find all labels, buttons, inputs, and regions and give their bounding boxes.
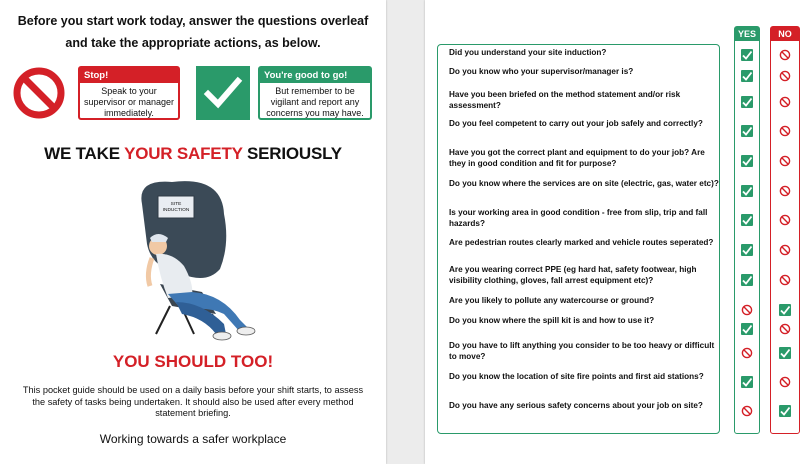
no-header: NO bbox=[771, 27, 799, 41]
checkbox-check-icon bbox=[741, 70, 753, 82]
question-text: Do you feel competent to carry out your job safely and correctly? bbox=[449, 119, 703, 128]
question-text: Are you wearing correct PPE (eg hard hat, safety footwear, high visibility clothing, gloves, fall arrest equipment etc)? bbox=[449, 265, 697, 285]
checkbox-check-icon bbox=[741, 185, 753, 197]
question-text: Do you know the location of site fire points and first aid stations? bbox=[449, 372, 704, 381]
prohibition-icon bbox=[779, 244, 791, 256]
prohibition-icon bbox=[779, 155, 791, 167]
checkbox-check-icon bbox=[741, 323, 753, 335]
sign-text-line2: INDUCTION bbox=[162, 208, 190, 213]
checkbox-check-icon bbox=[741, 125, 753, 137]
prohibition-icon bbox=[779, 70, 791, 82]
question-text: Are pedestrian routes clearly marked and vehicle routes seperated? bbox=[449, 238, 714, 247]
question-text: Do you have to lift anything you consider to be too heavy or difficult to move? bbox=[449, 341, 715, 361]
headline bbox=[0, 144, 386, 164]
guide-text: This pocket guide should be used on a daily basis before your shift starts, to assess the safety of tasks being undertaken. It should also be used after every method statement briefing. bbox=[22, 385, 364, 418]
good-body: But remember to be vigilant and report any concerns you may have. bbox=[266, 86, 364, 118]
intro-text: Before you start work today, answer the questions overleaf and take the appropriate actions, as below. bbox=[17, 14, 369, 50]
no-column bbox=[770, 26, 800, 434]
question-text: Do you know where the spill kit is and how to use it? bbox=[449, 316, 655, 325]
prohibition-icon bbox=[12, 66, 66, 120]
yes-column bbox=[734, 26, 760, 434]
checkbox-check-icon bbox=[741, 96, 753, 108]
question-text: Have you got the correct plant and equipment to do your job? Are they in good condition and fit for purpose? bbox=[449, 148, 705, 168]
prohibition-icon bbox=[779, 49, 791, 61]
prohibition-icon bbox=[779, 185, 791, 197]
stop-header: Stop! bbox=[80, 68, 178, 83]
good-to-go-box bbox=[258, 66, 372, 120]
checkbox-check-icon bbox=[779, 304, 791, 316]
worker-illustration bbox=[112, 174, 272, 344]
prohibition-icon bbox=[779, 323, 791, 335]
footer-text: Working towards a safer workplace bbox=[99, 432, 287, 446]
right-page bbox=[425, 0, 811, 464]
checkbox-check-icon bbox=[741, 49, 753, 61]
prohibition-icon bbox=[779, 214, 791, 226]
prohibition-icon bbox=[779, 125, 791, 137]
good-header: You're good to go! bbox=[260, 68, 370, 83]
prohibition-icon bbox=[779, 376, 791, 388]
question-text: Have you been briefed on the method statement and/or risk assessment? bbox=[449, 90, 681, 110]
headline-part2: YOUR SAFETY bbox=[124, 144, 243, 163]
checkbox-check-icon bbox=[741, 376, 753, 388]
prohibition-icon bbox=[779, 274, 791, 286]
question-text: Do you know where the services are on site (electric, gas, water etc)? bbox=[449, 179, 719, 188]
question-text: Is your working area in good condition - free from slip, trip and fall hazards? bbox=[449, 208, 708, 228]
stop-body: Speak to your supervisor or manager immediately. bbox=[83, 86, 175, 118]
checkbox-check-icon bbox=[741, 214, 753, 226]
prohibition-icon bbox=[741, 405, 753, 417]
stop-box bbox=[78, 66, 180, 120]
checkbox-check-icon bbox=[741, 244, 753, 256]
headline-part1: WE TAKE bbox=[44, 144, 125, 163]
you-should-too: YOU SHOULD TOO! bbox=[112, 352, 274, 371]
question-text: Do you know who your supervisor/manager is? bbox=[449, 67, 634, 76]
checkmark-icon bbox=[196, 66, 250, 120]
question-text: Did you understand your site induction? bbox=[449, 48, 607, 57]
checkbox-check-icon bbox=[741, 155, 753, 167]
question-text: Do you have any serious safety concerns about your job on site? bbox=[449, 401, 703, 410]
prohibition-icon bbox=[779, 96, 791, 108]
yes-header: YES bbox=[735, 27, 759, 41]
sign-text-line1: SITE bbox=[170, 202, 182, 207]
left-page bbox=[0, 0, 386, 464]
prohibition-icon bbox=[741, 347, 753, 359]
checkbox-check-icon bbox=[779, 347, 791, 359]
prohibition-icon bbox=[741, 304, 753, 316]
checkbox-check-icon bbox=[779, 405, 791, 417]
question-text: Are you likely to pollute any watercourse or ground? bbox=[449, 296, 655, 305]
checkbox-check-icon bbox=[741, 274, 753, 286]
headline-part3: SERIOUSLY bbox=[242, 144, 342, 163]
